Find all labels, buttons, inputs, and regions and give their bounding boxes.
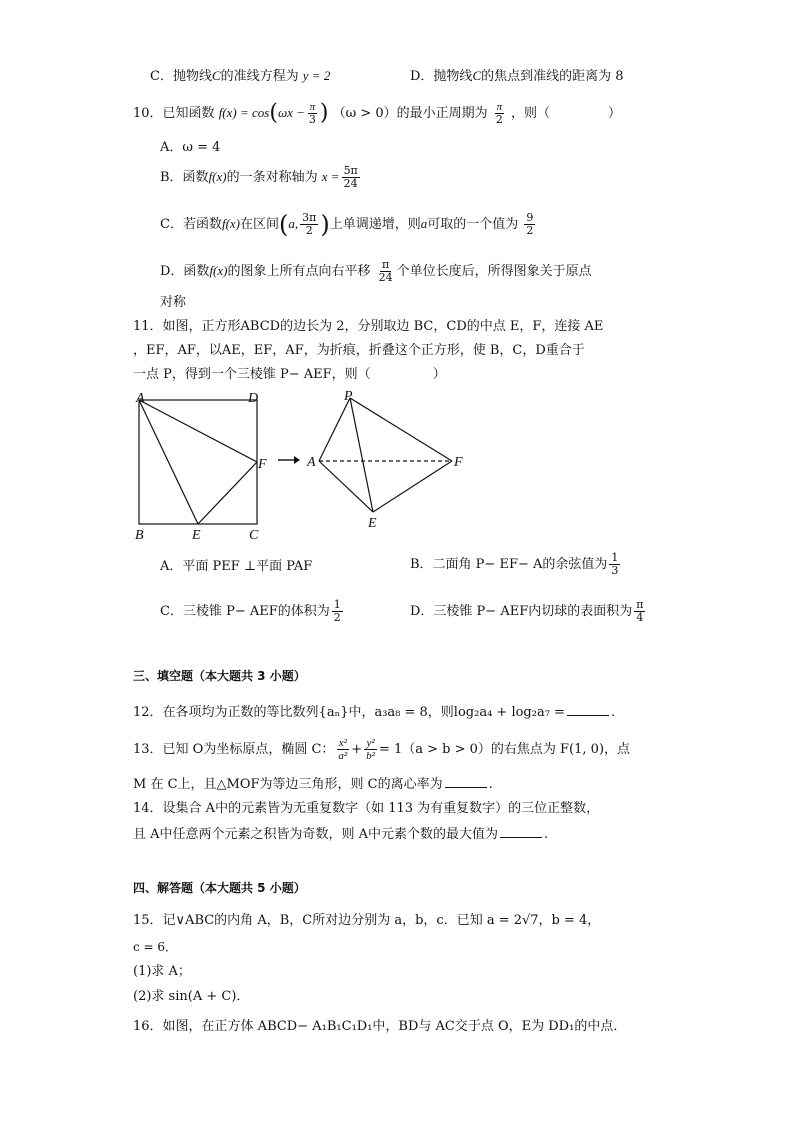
q13-line1: 13．已知 O为坐标原点，椭圆 C： $\frac{\text{x²}}{\text{a²}}$ + $\frac{\text{y²}}{\text{b²}}$ = 1（a > b > 0）的右焦点为 F(1, 0)，点 — [133, 737, 631, 762]
q10-option-a: A．ω = 4 — [160, 140, 221, 155]
q11-option-c: C．三棱锥 P− AEF的体积为 $\frac{1}{2}$ — [160, 598, 341, 624]
section-solutions: 四、解答题（本大题共 5 小题） — [133, 881, 306, 895]
edge-ap — [319, 398, 350, 461]
q11-option-b: B．二面角 P− EF− A的余弦值为 $\frac{1}{3}$ — [410, 551, 619, 577]
q10-stem: 10．已知函数 f(x) = cos(ωx − $\frac{\pi}{3}$ ) （ω > 0）的最小正周期为 $\frac{\pi}{2}$ ，则（ ） — [133, 100, 621, 126]
label-p: P — [344, 389, 353, 404]
label-d: D — [248, 391, 259, 406]
edge-pe — [350, 398, 373, 512]
segment-ef — [198, 462, 257, 524]
label-e2: E — [368, 516, 377, 531]
q15-part2: (2)求 sin(A + C)． — [133, 989, 250, 1004]
q12: 12．在各项均为正数的等比数列{aₙ}中，a₃a₈ = 8，则log₂a₄ + log₂a₇ = . — [133, 705, 616, 720]
q9-option-d: D．抛物线C的焦点到准线的距离为 8 — [410, 68, 624, 84]
label-f: F — [258, 457, 267, 472]
q12-blank — [567, 703, 609, 716]
segment-ae — [139, 400, 198, 524]
label-e: E — [192, 528, 201, 543]
label-a2: A — [307, 455, 316, 470]
edge-ef — [373, 461, 452, 512]
q11-line1: 11．如图，正方形ABCD的边长为 2，分别取边 BC，CD的中点 E，F，连接 AE — [133, 319, 604, 334]
label-b: B — [135, 528, 144, 543]
q10-option-d: D．函数f(x)的图象上所有点向右平移 $\frac{\pi}{24}$ 个单位长度后，所得图象关于原点 — [160, 258, 592, 284]
q16-line1: 16．如图，在正方体 ABCD− A₁B₁C₁D₁中，BD与 AC交于点 O，E为 DD₁的中点． — [133, 1019, 627, 1034]
edge-pf — [350, 398, 452, 461]
edge-ae — [319, 461, 373, 512]
q15-line1: 15．记∨ABC的内角 A，B，C所对边分别为 a，b，c．已知 a = 2√7，b = 4， — [133, 913, 601, 928]
q11-option-d: D．三棱锥 P− AEF内切球的表面积为 $\frac{\pi}{4}$ — [410, 598, 644, 624]
q14-line2: 且 A中任意两个元素之积皆为奇数，则 A中元素个数的最大值为 . — [133, 827, 549, 842]
square-abcd — [139, 400, 257, 524]
label-a: A — [136, 391, 145, 406]
q11-line2: ，EF，AF，以AE，EF，AF，为折痕，折叠这个正方形，使 B，C，D重合于 — [133, 343, 585, 358]
q11-line3: 一点 P，得到一个三棱锥 P− AEF，则（ ） — [133, 367, 446, 382]
q15-line2: c = 6． — [133, 940, 178, 954]
q13-blank — [445, 775, 487, 788]
q14-blank — [500, 825, 542, 838]
label-c: C — [249, 528, 259, 543]
section-fill-in: 三、填空题（本大题共 3 小题） — [133, 669, 306, 683]
arrow-head — [294, 456, 300, 464]
q10-option-b: B．函数f(x)的一条对称轴为 x = $\frac{5\pi}{24}$ — [160, 164, 358, 190]
q10-option-c: C．若函数f(x)在区间(a, $\frac{3\pi}{2}$ )上单调递增，则a可取的一个值为 $\frac{9}{2}$ — [160, 210, 534, 239]
q14-line1: 14．设集合 A中的元素皆为无重复数字（如 113 为有重复数字）的三位正整数， — [133, 801, 600, 816]
label-f2: F — [454, 455, 463, 470]
q11-option-a: A．平面 PEF ⊥平面 PAF — [160, 559, 313, 574]
q11-figure — [130, 388, 480, 546]
q15-part1: (1)求 A； — [133, 964, 191, 979]
q10-option-d-cont: 对称 — [160, 295, 187, 310]
segment-af — [139, 400, 257, 462]
q13-line2: M 在 C上，且△MOF为等边三角形，则 C的离心率为 . — [133, 777, 493, 792]
q9-option-c: C．抛物线C的准线方程为 y = 2 — [150, 68, 331, 84]
